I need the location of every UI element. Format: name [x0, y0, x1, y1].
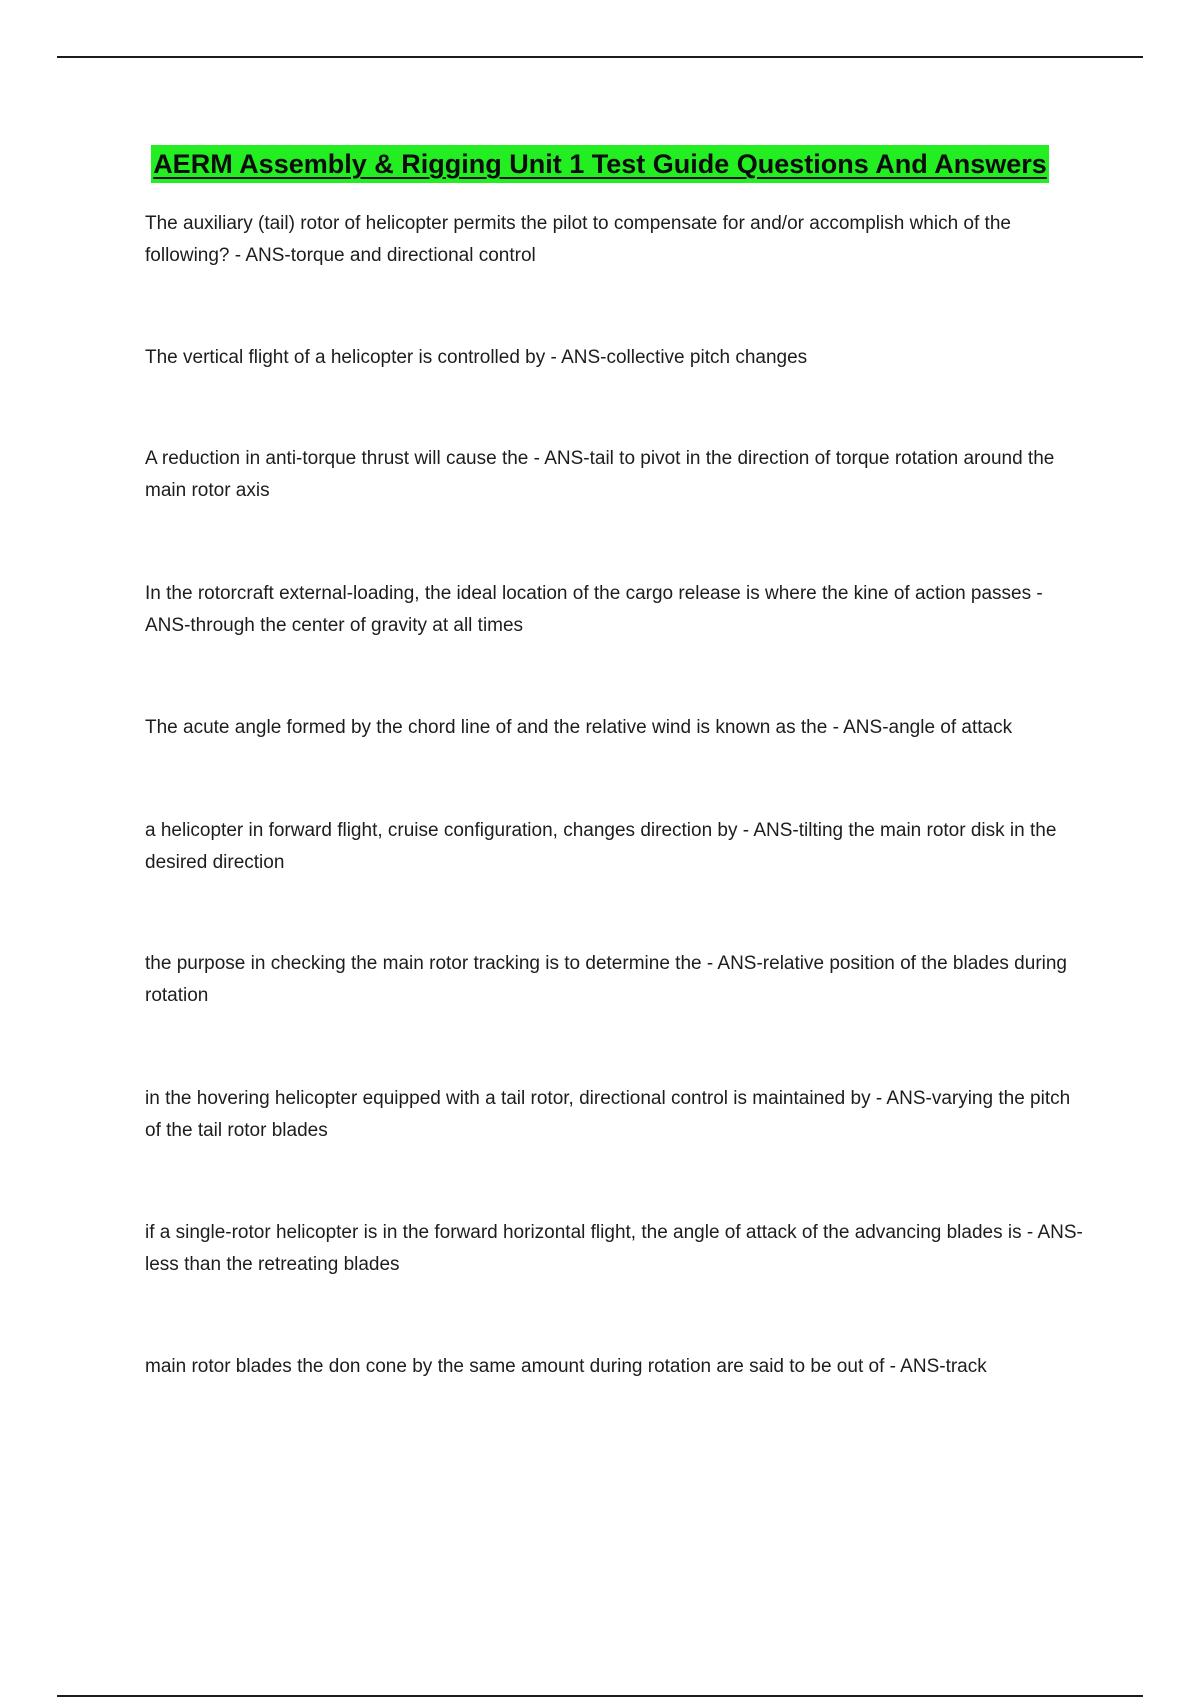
qa-item-7: the purpose in checking the main rotor tracking is to determine the - ANS-relative position of the blades during rotation: [145, 953, 1068, 1006]
qa-item-9: if a single-rotor helicopter is in the forward horizontal flight, the angle of attack of the advancing blades is - ANS-less than the retreating blades: [145, 1222, 1083, 1275]
top-rule: [57, 56, 1143, 58]
qa-item-3: A reduction in anti-torque thrust will cause the - ANS-tail to pivot in the direction of torque rotation around the main rotor axis: [145, 448, 1055, 501]
qa-item-8: in the hovering helicopter equipped with a tail rotor, directional control is maintained by - ANS-varying the pitch of the tail rotor blades: [145, 1088, 1071, 1141]
qa-item-4: In the rotorcraft external-loading, the ideal location of the cargo release is where the kine of action passes - ANS-through the center of gravity at all times: [145, 583, 1043, 636]
title-block: [0, 145, 1200, 183]
qa-item-6: a helicopter in forward flight, cruise configuration, changes direction by - ANS-tilting the main rotor disk in the desired direction: [145, 820, 1057, 873]
qa-item-5: The acute angle formed by the chord line of and the relative wind is known as the - ANS-angle of attack: [145, 717, 1013, 738]
bottom-rule: [57, 1695, 1143, 1697]
qa-item-10: main rotor blades the don cone by the same amount during rotation are said to be out of - ANS-track: [145, 1356, 987, 1377]
qa-item-1: The auxiliary (tail) rotor of helicopter permits the pilot to compensate for and/or accomplish which of the following? - ANS-torque and directional control: [145, 213, 1011, 266]
qa-item-2: The vertical flight of a helicopter is controlled by - ANS-collective pitch changes: [145, 347, 808, 368]
document-title: AERM Assembly & Rigging Unit 1 Test Guide Questions And Answers: [151, 145, 1049, 183]
